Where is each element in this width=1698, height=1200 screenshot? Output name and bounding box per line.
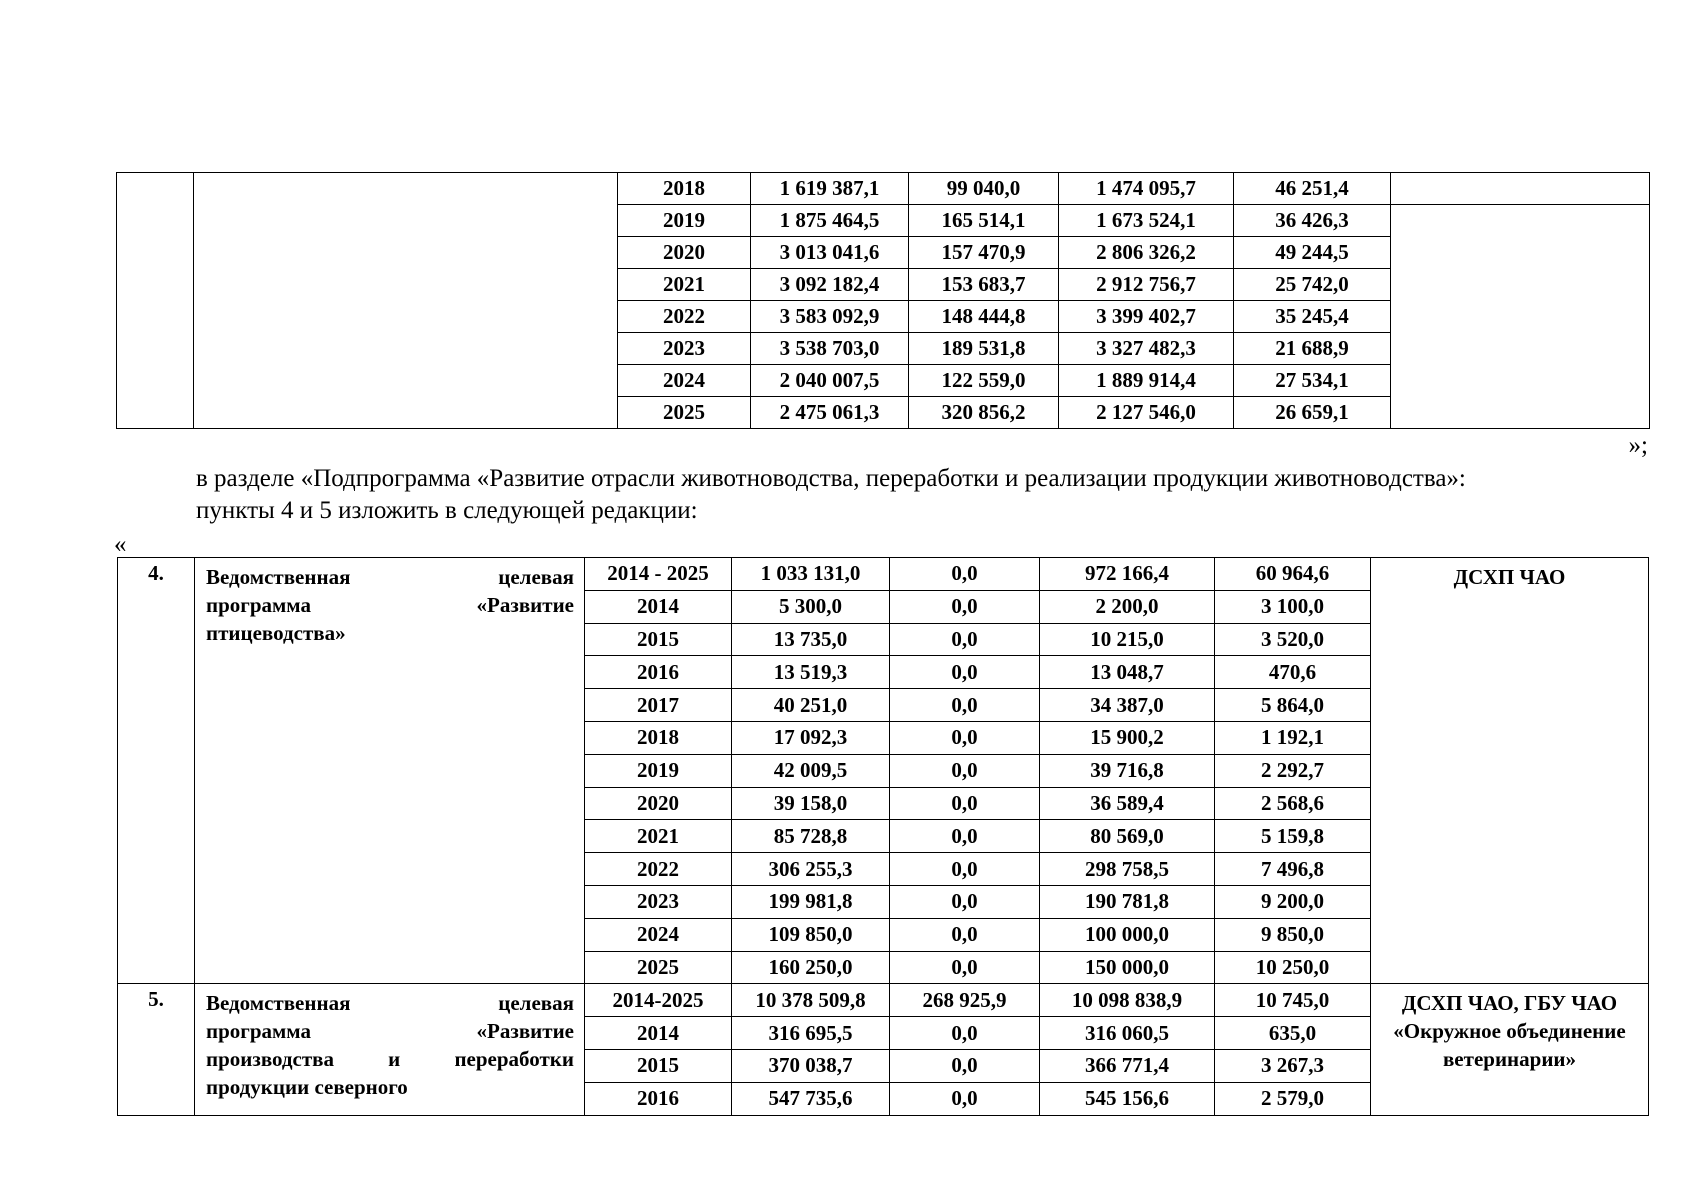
federal-cell: 0,0 [890, 951, 1040, 984]
total-cell: 547 735,6 [732, 1082, 890, 1115]
local-cell: 21 688,9 [1234, 333, 1391, 365]
federal-cell: 0,0 [890, 558, 1040, 591]
total-cell: 2 040 007,5 [751, 365, 909, 397]
executor-cell: ДСХП ЧАО [1371, 558, 1649, 984]
local-cell: 26 659,1 [1234, 397, 1391, 429]
local-cell: 46 251,4 [1234, 173, 1391, 205]
regional-cell: 2 127 546,0 [1059, 397, 1234, 429]
regional-cell: 316 060,5 [1040, 1017, 1215, 1050]
regional-cell: 39 716,8 [1040, 754, 1215, 787]
federal-cell: 148 444,8 [909, 301, 1059, 333]
year-cell: 2019 [618, 205, 751, 237]
regional-cell: 13 048,7 [1040, 656, 1215, 689]
regional-cell: 10 098 838,9 [1040, 984, 1215, 1017]
local-cell: 10 250,0 [1215, 951, 1371, 984]
program-name [195, 984, 585, 1115]
program-name [195, 558, 585, 984]
year-cell: 2017 [585, 689, 732, 722]
regional-cell: 3 399 402,7 [1059, 301, 1234, 333]
program-name-line: птицеводства» [206, 621, 346, 645]
total-cell: 17 092,3 [732, 721, 890, 754]
total-cell: 42 009,5 [732, 754, 890, 787]
year-cell: 2014 - 2025 [585, 558, 732, 591]
total-cell: 10 378 509,8 [732, 984, 890, 1017]
federal-cell: 0,0 [890, 721, 1040, 754]
regional-cell: 1 673 524,1 [1059, 205, 1234, 237]
total-cell: 39 158,0 [732, 787, 890, 820]
federal-cell: 122 559,0 [909, 365, 1059, 397]
local-cell: 49 244,5 [1234, 237, 1391, 269]
executor-cell: ДСХП ЧАО, ГБУ ЧАО «Окружное объединение ветеринарии» [1371, 984, 1649, 1115]
year-cell: 2014 [585, 590, 732, 623]
federal-cell: 189 531,8 [909, 333, 1059, 365]
federal-cell: 0,0 [890, 656, 1040, 689]
item-number: 5. [118, 984, 195, 1115]
regional-cell: 150 000,0 [1040, 951, 1215, 984]
federal-cell: 0,0 [890, 754, 1040, 787]
year-cell: 2016 [585, 656, 732, 689]
federal-cell: 99 040,0 [909, 173, 1059, 205]
federal-cell: 0,0 [890, 689, 1040, 722]
year-cell: 2020 [585, 787, 732, 820]
federal-cell: 268 925,9 [890, 984, 1040, 1017]
total-cell: 160 250,0 [732, 951, 890, 984]
year-cell: 2014-2025 [585, 984, 732, 1017]
local-cell: 5 159,8 [1215, 820, 1371, 853]
program-name-line: Ведомственная целевая [206, 991, 574, 1016]
regional-cell: 2 912 756,7 [1059, 269, 1234, 301]
federal-cell: 0,0 [890, 885, 1040, 918]
table1-body [117, 173, 1650, 429]
federal-cell: 153 683,7 [909, 269, 1059, 301]
year-cell: 2023 [618, 333, 751, 365]
total-cell: 370 038,7 [732, 1049, 890, 1082]
total-cell: 306 255,3 [732, 853, 890, 886]
total-cell: 40 251,0 [732, 689, 890, 722]
local-cell: 25 742,0 [1234, 269, 1391, 301]
local-cell: 635,0 [1215, 1017, 1371, 1050]
federal-cell: 157 470,9 [909, 237, 1059, 269]
total-cell: 316 695,5 [732, 1017, 890, 1050]
regional-cell: 3 327 482,3 [1059, 333, 1234, 365]
table-row [117, 173, 1650, 205]
year-cell: 2018 [618, 173, 751, 205]
regional-cell: 545 156,6 [1040, 1082, 1215, 1115]
program-name-line: программа «Развитие [206, 1019, 574, 1044]
regional-cell: 36 589,4 [1040, 787, 1215, 820]
local-cell: 60 964,6 [1215, 558, 1371, 591]
year-cell: 2021 [618, 269, 751, 301]
program-name-line: программа «Развитие [206, 593, 574, 617]
funding-table-continuation [116, 172, 1650, 429]
total-cell: 199 981,8 [732, 885, 890, 918]
local-cell: 9 850,0 [1215, 918, 1371, 951]
regional-cell: 100 000,0 [1040, 918, 1215, 951]
regional-cell: 2 806 326,2 [1059, 237, 1234, 269]
local-cell: 470,6 [1215, 656, 1371, 689]
local-cell: 2 579,0 [1215, 1082, 1371, 1115]
federal-cell: 0,0 [890, 623, 1040, 656]
year-cell: 2015 [585, 623, 732, 656]
federal-cell: 0,0 [890, 787, 1040, 820]
total-cell: 13 735,0 [732, 623, 890, 656]
total-cell: 109 850,0 [732, 918, 890, 951]
program-name-line: производства и переработки [206, 1047, 574, 1072]
table2-body [118, 558, 1649, 1116]
regional-cell: 15 900,2 [1040, 721, 1215, 754]
federal-cell: 165 514,1 [909, 205, 1059, 237]
year-cell: 2024 [585, 918, 732, 951]
total-cell: 2 475 061,3 [751, 397, 909, 429]
total-cell: 13 519,3 [732, 656, 890, 689]
local-cell: 2 568,6 [1215, 787, 1371, 820]
total-cell: 1 619 387,1 [751, 173, 909, 205]
regional-cell: 10 215,0 [1040, 623, 1215, 656]
regional-cell: 972 166,4 [1040, 558, 1215, 591]
regional-cell: 298 758,5 [1040, 853, 1215, 886]
regional-cell: 80 569,0 [1040, 820, 1215, 853]
year-cell: 2025 [585, 951, 732, 984]
local-cell: 1 192,1 [1215, 721, 1371, 754]
regional-cell: 2 200,0 [1040, 590, 1215, 623]
local-cell: 5 864,0 [1215, 689, 1371, 722]
federal-cell: 320 856,2 [909, 397, 1059, 429]
table-row [118, 984, 1649, 1017]
empty-executor-cell [1391, 173, 1650, 205]
federal-cell: 0,0 [890, 820, 1040, 853]
total-cell: 85 728,8 [732, 820, 890, 853]
local-cell: 27 534,1 [1234, 365, 1391, 397]
year-cell: 2023 [585, 885, 732, 918]
funding-table-items-4-5 [117, 557, 1649, 1116]
local-cell: 10 745,0 [1215, 984, 1371, 1017]
year-cell: 2022 [618, 301, 751, 333]
total-cell: 1 033 131,0 [732, 558, 890, 591]
federal-cell: 0,0 [890, 918, 1040, 951]
local-cell: 3 100,0 [1215, 590, 1371, 623]
year-cell: 2025 [618, 397, 751, 429]
regional-cell: 1 474 095,7 [1059, 173, 1234, 205]
year-cell: 2022 [585, 853, 732, 886]
closing-quote-mark: »; [1628, 432, 1648, 459]
opening-quote-mark: « [114, 531, 127, 558]
total-cell: 3 013 041,6 [751, 237, 909, 269]
local-cell: 35 245,4 [1234, 301, 1391, 333]
total-cell: 3 583 092,9 [751, 301, 909, 333]
federal-cell: 0,0 [890, 590, 1040, 623]
table-row [118, 558, 1649, 591]
local-cell: 3 267,3 [1215, 1049, 1371, 1082]
regional-cell: 34 387,0 [1040, 689, 1215, 722]
federal-cell: 0,0 [890, 853, 1040, 886]
federal-cell: 0,0 [890, 1017, 1040, 1050]
local-cell: 36 426,3 [1234, 205, 1391, 237]
year-cell: 2016 [585, 1082, 732, 1115]
instruction-paragraph-line-1: в разделе «Подпрограмма «Развитие отрасли животноводства, переработки и реализации продукции животноводства»: [196, 465, 1466, 492]
local-cell: 9 200,0 [1215, 885, 1371, 918]
empty-executor-cell [1391, 205, 1650, 429]
total-cell: 3 092 182,4 [751, 269, 909, 301]
year-cell: 2021 [585, 820, 732, 853]
program-name-line: продукции северного [206, 1075, 408, 1100]
regional-cell: 1 889 914,4 [1059, 365, 1234, 397]
local-cell: 2 292,7 [1215, 754, 1371, 787]
year-cell: 2015 [585, 1049, 732, 1082]
federal-cell: 0,0 [890, 1049, 1040, 1082]
year-cell: 2020 [618, 237, 751, 269]
total-cell: 3 538 703,0 [751, 333, 909, 365]
empty-name-cell [194, 173, 618, 429]
regional-cell: 190 781,8 [1040, 885, 1215, 918]
empty-number-cell [117, 173, 194, 429]
year-cell: 2014 [585, 1017, 732, 1050]
local-cell: 3 520,0 [1215, 623, 1371, 656]
year-cell: 2019 [585, 754, 732, 787]
total-cell: 5 300,0 [732, 590, 890, 623]
program-name-line: Ведомственная целевая [206, 565, 574, 589]
local-cell: 7 496,8 [1215, 853, 1371, 886]
regional-cell: 366 771,4 [1040, 1049, 1215, 1082]
item-number: 4. [118, 558, 195, 984]
year-cell: 2024 [618, 365, 751, 397]
year-cell: 2018 [585, 721, 732, 754]
total-cell: 1 875 464,5 [751, 205, 909, 237]
instruction-paragraph-line-2: пункты 4 и 5 изложить в следующей редакции: [196, 497, 698, 524]
federal-cell: 0,0 [890, 1082, 1040, 1115]
